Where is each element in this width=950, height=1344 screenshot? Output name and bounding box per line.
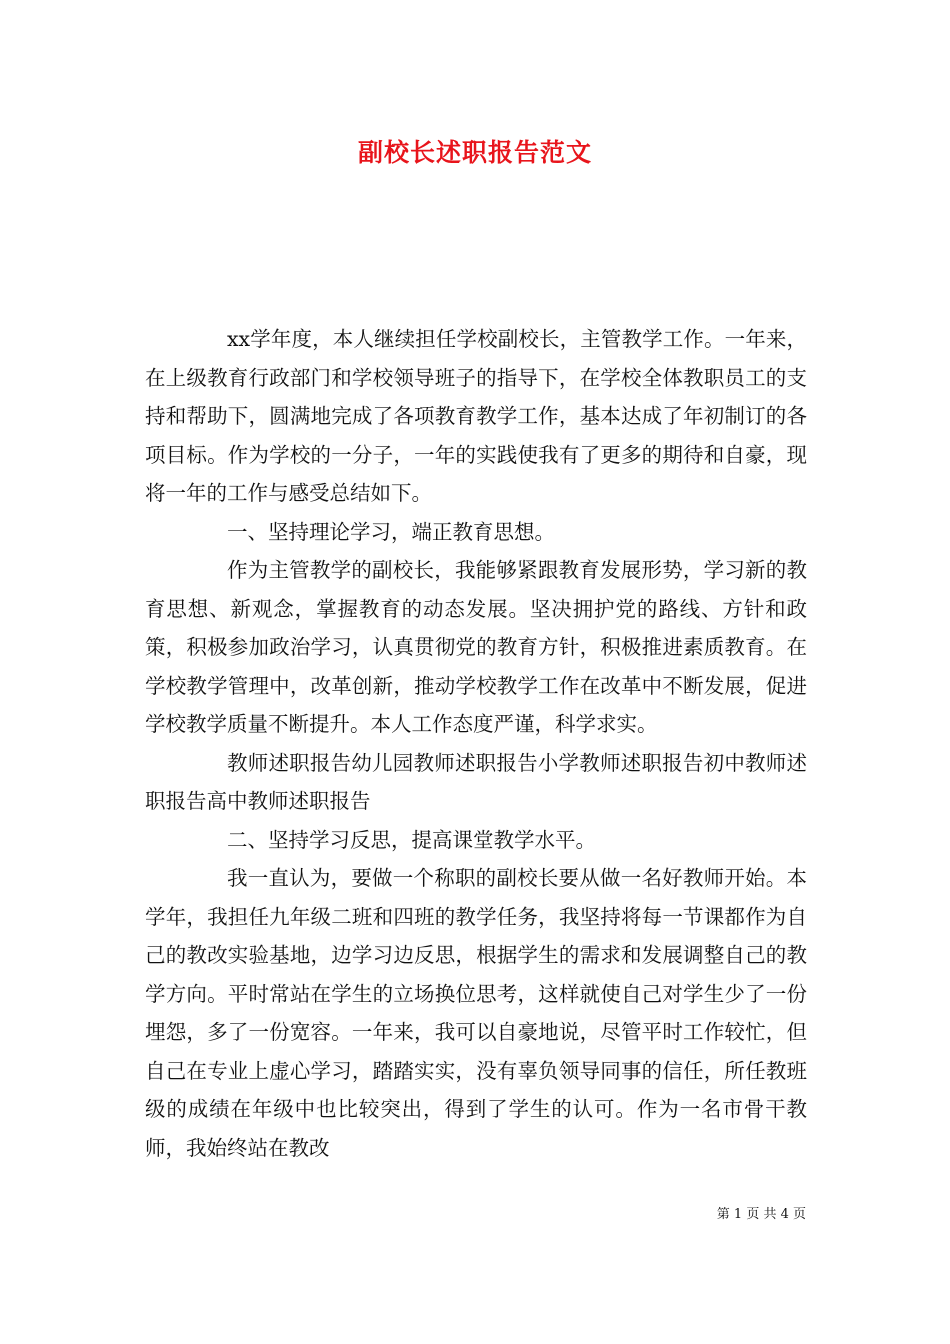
paragraph-section-2: 我一直认为，要做一个称职的副校长要从做一名好教师开始。本学年，我担任九年级二班和四班的教学任务，我坚持将每一节课都作为自己的教改实验基地，边学习边反思，根据学生的需求和发展调整自己的教学方向。平时常站在学生的立场换位思考，这样就使自己对学生少了一份埋怨，多了一份宽容。一年来，我可以自豪地说，尽管平时工作较忙，但自己在专业上虚心学习，踏踏实实，没有辜负领导同事的信任，所任教班级的成绩在年级中也比较突出，得到了学生的认可。作为一名市骨干教师，我始终站在教改 <box>145 866 807 1160</box>
section-heading-1: 一、坚持理论学习，端正教育思想。 <box>227 519 555 544</box>
section-heading-2: 二、坚持学习反思，提高课堂教学水平。 <box>227 827 596 852</box>
document-body <box>145 320 807 1167</box>
paragraph-intro: xx学年度，本人继续担任学校副校长，主管教学工作。一年来，在上级教育行政部门和学校领导班子的指导下，在学校全体教职员工的支持和帮助下，圆满地完成了各项教育教学工作，基本达成了年初制订的各项目标。作为学校的一分子，一年的实践使我有了更多的期待和自豪，现将一年的工作与感受总结如下。 <box>145 327 807 505</box>
document-title: 副校长述职报告范文 <box>357 138 592 167</box>
page-number-footer: 第 1 页 共 4 页 <box>716 1207 806 1222</box>
paragraph-related-links: 教师述职报告幼儿园教师述职报告小学教师述职报告初中教师述职报告高中教师述职报告 <box>145 750 807 813</box>
paragraph-section-1: 作为主管教学的副校长，我能够紧跟教育发展形势，学习新的教育思想、新观念，掌握教育的动态发展。坚决拥护党的路线、方针和政策，积极参加政治学习，认真贯彻党的教育方针，积极推进素质教育。在学校教学管理中，改革创新，推动学校教学工作在改革中不断发展，促进学校教学质量不断提升。本人工作态度严谨，科学求实。 <box>145 558 807 736</box>
